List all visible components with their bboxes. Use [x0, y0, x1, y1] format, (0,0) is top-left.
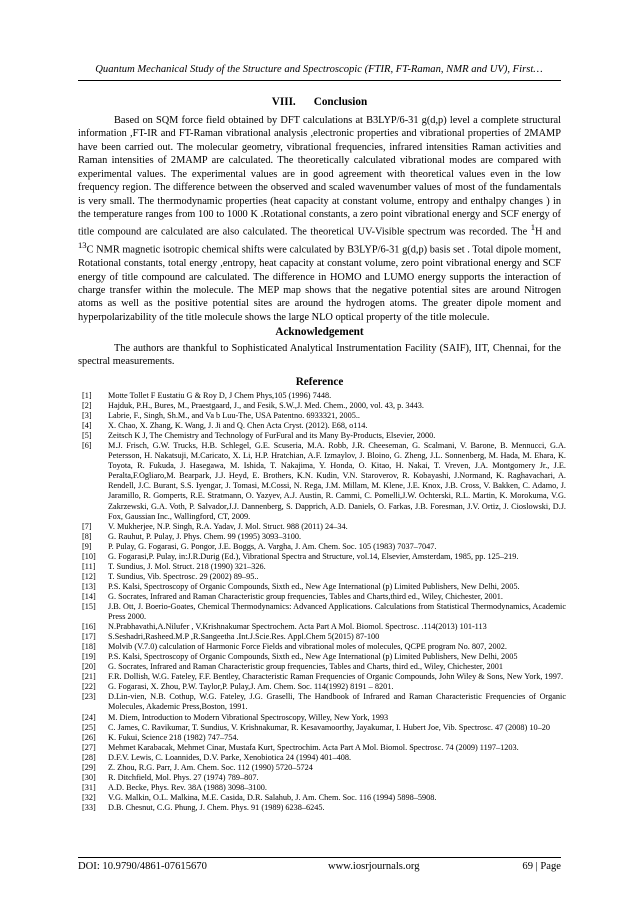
superscript-1h: 1 — [530, 222, 536, 233]
reference-text: Hajduk, P.H., Bures, M., Praestgaard, J., and Fesik, S.W.,J. Med. Chem., 2000, vol. 43, p. 3443. — [108, 401, 424, 411]
reference-number: [11] — [82, 561, 96, 571]
acknowledgement-heading: Acknowledgement — [275, 326, 364, 338]
reference-number: [33] — [82, 802, 96, 812]
reference-number: [2] — [82, 401, 92, 411]
reference-item — [78, 682, 566, 692]
footer-rule — [78, 857, 561, 858]
reference-number: [13] — [82, 581, 96, 591]
reference-item — [78, 773, 566, 783]
reference-number: [8] — [82, 531, 92, 541]
reference-number: [23] — [82, 692, 96, 702]
reference-number: [19] — [82, 652, 96, 662]
footer-page-number: 69 | Page — [522, 861, 561, 872]
conclusion-paragraph — [78, 114, 561, 324]
superscript-13c: 13 — [78, 240, 87, 251]
conclusion-text-1: Based on SQM force field obtained by DFT calculations at B3LYP/6-31 g(d,p) level a complete structural information ,FT-IR and FT-Raman vibrational analysis ,electronic properties and vibrational properties of 2MAMP have been carried out. The molecular geometry, vibrational frequencies, infrared intensities Raman activities and Raman intensities of 2MAMP are calculated. The theoretically calculated vibrational modes are compared with experimental values. The experimental values are in good agreement with theoretical values even in the low frequency region. The difference between the observed and scaled wavenumber values of most of the fundamentals is very small. The thermodynamic properties (heat capacity at constant volume, entropy and enthalpy changes ) in the temperature ranges from 100 to 1000 K .Rotational constants, a zero point vibrational energy and SCF energy of title compound are calculated are also calculated. The theoretical UV-Visible spectrum was recorded. The — [78, 115, 561, 238]
reference-number: [18] — [82, 642, 96, 652]
reference-item — [78, 733, 566, 743]
reference-number: [20] — [82, 662, 96, 672]
reference-item — [78, 642, 566, 652]
reference-item — [78, 522, 566, 532]
reference-number: [12] — [82, 571, 96, 581]
conclusion-text-3: C NMR magnetic isotropic chemical shifts were calculated by B3LYP/6-31 g(d,p) basis set . Total dipole moment, Rotational constants, total energy ,entropy, heat capacity at constant volume, zero point vibrational energy and SCF energy of title compound are calculated. The difference in HOMO and LUMO energy supports the interaction of charge transfer within the molecule. The MEP map shows that the negative potential sites are around Nitrogen atoms as well as the positive potential sites are around the hydrogen atoms. The greater dipole moment and hyperpolarizability of the title molecule shows the large NLO optical property of the title molecule. — [78, 244, 561, 323]
reference-text: Zeitsch K J, The Chemistry and Technology of FurFural and its Many By-Products, Elsevier, 2000. — [108, 431, 436, 441]
reference-item — [78, 713, 566, 723]
reference-text: D.F.V. Lewis, C. Loannides, D.V. Parke, Xenobiotica 24 (1994) 401–408. — [108, 752, 352, 762]
reference-number: [29] — [82, 762, 96, 772]
reference-number: [15] — [82, 601, 96, 611]
reference-text: G. Fogarasi, X. Zhou, P.W. Taylor,P. Pulay,J. Am. Chem. Soc. 114(1992) 8191 – 8201. — [108, 682, 394, 692]
reference-text: Labrie, F., Singh, Sh.M., and Va b Luu-The, USA Patentno. 6933321, 2005.. — [108, 411, 360, 421]
reference-text: M.J. Frisch, G.W. Trucks, H.B. Schlegel, G.E. Scuseria, M.A. Robb, J.R. Cheeseman, G. Scalmani, V. Barone, B. Mennucci, G.A. Petersson, H. Nakatsuji, M.Caricato, X. Li, H.P. Hratchian, A.F. Izmaylov, J. Bloino, G. Zheng, J.L. Sonnenberg, M. Hada, M. Ehara, K. Toyota, R. Fukuda, J. Hasegawa, M. Ishida, T. Nakajima, Y. Honda, O. Kitao, H. Nakai, T. Vreven, J.A. Montgomery Jr., J.E. Peralta,F.Ogliaro,M. Bearpark, J.J. Heyd, E. Brothers, K.N. Kudin, V.N. Staroverov, R. Kobayashi, J.Normand, K. Raghavachari, A. Rendell, J.C. Burant, S.S. Iyengar, J. Tomasi, M.Cossi, N. Rega, J.M. Millam, M. Klene, J.E. Knox, J.B. Cross, V. Bakken, C. Adamo, J. Jaramillo, R. Gomperts, R.E. Stratmann, O. Yazyev, A.J. Austin, R. Cammi, C. Pomelli,J.W. Ochterski, R.L. Martin, K. Morokuma, V.G. Zakrzewski, G.A. Voth, P. Salvador,J.J. Dannenberg, S. Dapprich, A.D. Daniels, O. Farkas, J.B. Foresman, J.V. Ortiz, J. Cioslowski, D.J. Fox, Gaussian Inc., Wallingford, CT, 2009. — [108, 441, 566, 521]
reference-text: X. Chao, X. Zhang, K. Wang, J. Ji and Q. Chen Acta Cryst. (2012). E68, o114. — [108, 421, 368, 431]
reference-number: [3] — [82, 411, 92, 421]
reference-number: [10] — [82, 551, 96, 561]
section-number: VIII. — [271, 96, 296, 108]
reference-number: [28] — [82, 752, 96, 762]
reference-number: [22] — [82, 682, 96, 692]
reference-list — [78, 391, 566, 813]
reference-text: G. Socrates, Infrared and Raman Characteristic group frequencies, Tables and Charts,third ed., Wiley, Chichester, 2001. — [108, 591, 503, 601]
reference-item — [78, 723, 566, 733]
reference-item — [78, 542, 566, 552]
reference-text: M. Diem, Introduction to Modern Vibrational Spectroscopy, Willey, New York, 1993 — [108, 712, 389, 722]
reference-item — [78, 652, 566, 662]
reference-text: C. James, C. Ravikumar, T. Sundius, V. Krishnakumar, R. Kesavamoorthy, Jayakumar, I. Hubert Joe, Vib. Spectrosc. 47 (2008) 10–20 — [108, 722, 550, 732]
reference-item — [78, 672, 566, 682]
reference-number: [6] — [82, 441, 92, 451]
reference-text: G. Fogarasi,P. Pulay, in:J.R.Durig (Ed.), Vibrational Spectra and Structure, vol.14, Elsevier, Amsterdam, 1985, pp. 125–219. — [108, 551, 519, 561]
reference-item — [78, 692, 566, 712]
reference-text: P.S. Kalsi, Spectroscopy of Organic Compounds, Sixth ed., New Age International (p) Limited Publishers, New Delhi, 2005 — [108, 652, 518, 662]
reference-item — [78, 421, 566, 431]
reference-text: D.B. Chesnut, C.G. Phung, J. Chem. Phys. 91 (1989) 6238–6245. — [108, 802, 325, 812]
reference-number: [31] — [82, 782, 96, 792]
reference-text: P. Pulay, G. Fogarasi, G. Pongor, J.E. Boggs, A. Vargha, J. Am. Chem. Soc. 105 (1983) 7037–7047. — [108, 541, 437, 551]
reference-text: F.R. Dollish, W.G. Fateley, F.F. Bentley, Characteristic Raman Frequencies of Organic Compounds, John Wiley & Sons, New York, 1997. — [108, 672, 564, 682]
footer-website-link[interactable]: www.iosrjournals.org — [328, 861, 420, 872]
reference-item — [78, 552, 566, 562]
references-heading: Reference — [295, 376, 344, 388]
reference-text: D.Lin-vien, N.B. Cothup, W.G. Fateley, J.G. Graselli, The Handbook of Infrared and Raman Characteristic Frequencies of Organic Molecules, Akademic Press,Boston, 1991. — [108, 692, 566, 712]
reference-text: N.Prabhavathi,A.Nilufer , V.Krishnakumar Spectrochem. Acta Part A Mol. Biomol. Spectrosc. .114(2013) 101-113 — [108, 622, 487, 632]
reference-item — [78, 562, 566, 572]
reference-number: [1] — [82, 391, 92, 400]
reference-number: [9] — [82, 541, 92, 551]
reference-item — [78, 632, 566, 642]
reference-item — [78, 441, 566, 521]
reference-text: Z. Zhou, R.G. Parr, J. Am. Chem. Soc. 112 (1990) 5720–5724 — [108, 762, 313, 772]
reference-text: T. Sundius, J. Mol. Struct. 218 (1990) 321–326. — [108, 561, 266, 571]
reference-item — [78, 411, 566, 421]
reference-number: [17] — [82, 632, 96, 642]
section-title: Conclusion — [313, 96, 368, 108]
reference-number: [26] — [82, 732, 96, 742]
reference-text: J.B. Ott, J. Boerio-Goates, Chemical Thermodynamics: Advanced Applications. Calculations from Statistical Thermodynamics, Academic Press 2000. — [108, 601, 566, 622]
conclusion-text-2: H and — [535, 226, 561, 238]
reference-number: [27] — [82, 742, 96, 752]
reference-number: [30] — [82, 772, 96, 782]
reference-item — [78, 391, 566, 401]
reference-number: [32] — [82, 792, 96, 802]
reference-number: [4] — [82, 421, 92, 431]
reference-item — [78, 401, 566, 411]
reference-item — [78, 602, 566, 622]
header-rule — [78, 80, 561, 81]
reference-number: [21] — [82, 672, 96, 682]
reference-item — [78, 753, 566, 763]
reference-number: [5] — [82, 431, 92, 441]
reference-number: [14] — [82, 591, 96, 601]
reference-item — [78, 532, 566, 542]
reference-item — [78, 572, 566, 582]
reference-text: G. Rauhut, P. Pulay, J. Phys. Chem. 99 (1995) 3093–3100. — [108, 531, 302, 541]
reference-text: G. Socrates, Infrared and Raman Characteristic group frequencies, Tables and Charts, third ed., Wiley, Chichester, 2001 — [108, 662, 503, 672]
reference-text: P.S. Kalsi, Spectroscopy of Organic Compounds, Sixth ed., New Age International (p) Limited Publishers, New Delhi, 2005. — [108, 581, 520, 591]
reference-item — [78, 743, 566, 753]
reference-text: V.G. Malkin, O.L. Malkina, M.E. Casida, D.R. Salahub, J. Am. Chem. Soc. 116 (1994) 5898–5908. — [108, 792, 437, 802]
reference-item — [78, 793, 566, 803]
reference-item — [78, 662, 566, 672]
reference-item — [78, 803, 566, 813]
reference-item — [78, 582, 566, 592]
reference-number: [25] — [82, 722, 96, 732]
reference-number: [7] — [82, 521, 92, 531]
reference-item — [78, 783, 566, 793]
reference-number: [16] — [82, 622, 96, 632]
reference-text: Mehmet Karabacak, Mehmet Cinar, Mustafa Kurt, Spectrochim. Acta Part A Mol. Biomol. Spectrosc. 74 (2009) 1197–1203. — [108, 742, 519, 752]
acknowledgement-paragraph: The authors are thankful to Sophisticated Analytical Instrumentation Facility (SAIF), IIT, Chennai, for the spectral measurements. — [78, 343, 561, 368]
section-heading — [78, 96, 561, 108]
reference-text: Motte Tollet F Eustatiu G & Roy D, J Chem Phys,105 (1996) 7448. — [108, 391, 332, 400]
footer-doi: DOI: 10.9790/4861-07615670 — [78, 861, 207, 872]
reference-text: A.D. Becke, Phys. Rev. 38A (1988) 3098–3100. — [108, 782, 267, 792]
reference-item — [78, 592, 566, 602]
reference-text: V. Mukherjee, N.P. Singh, R.A. Yadav, J. Mol. Struct. 988 (2011) 24–34. — [108, 521, 348, 531]
reference-text: R. Ditchfield, Mol. Phys. 27 (1974) 789–807. — [108, 772, 259, 782]
reference-text: Molvib (V.7.0) calculation of Harmonic Force Fields and vibrational moles of molecules, QCPE program No. 807, 2002. — [108, 642, 507, 652]
reference-item — [78, 431, 566, 441]
reference-item — [78, 763, 566, 773]
reference-item — [78, 622, 566, 632]
running-head: Quantum Mechanical Study of the Structure and Spectroscopic (FTIR, FT-Raman, NMR and UV), First… — [95, 64, 543, 75]
reference-text: T. Sundius, Vib. Spectrosc. 29 (2002) 89–95.. — [108, 571, 259, 581]
reference-number: [24] — [82, 712, 96, 722]
reference-text: K. Fukui, Science 218 (1982) 747–754. — [108, 732, 239, 742]
reference-text: S.Seshadri,Rasheed.M.P ,R.Sangeetha .Int.J.Scie.Res. Appl.Chem 5(2015) 87-100 — [108, 632, 380, 642]
